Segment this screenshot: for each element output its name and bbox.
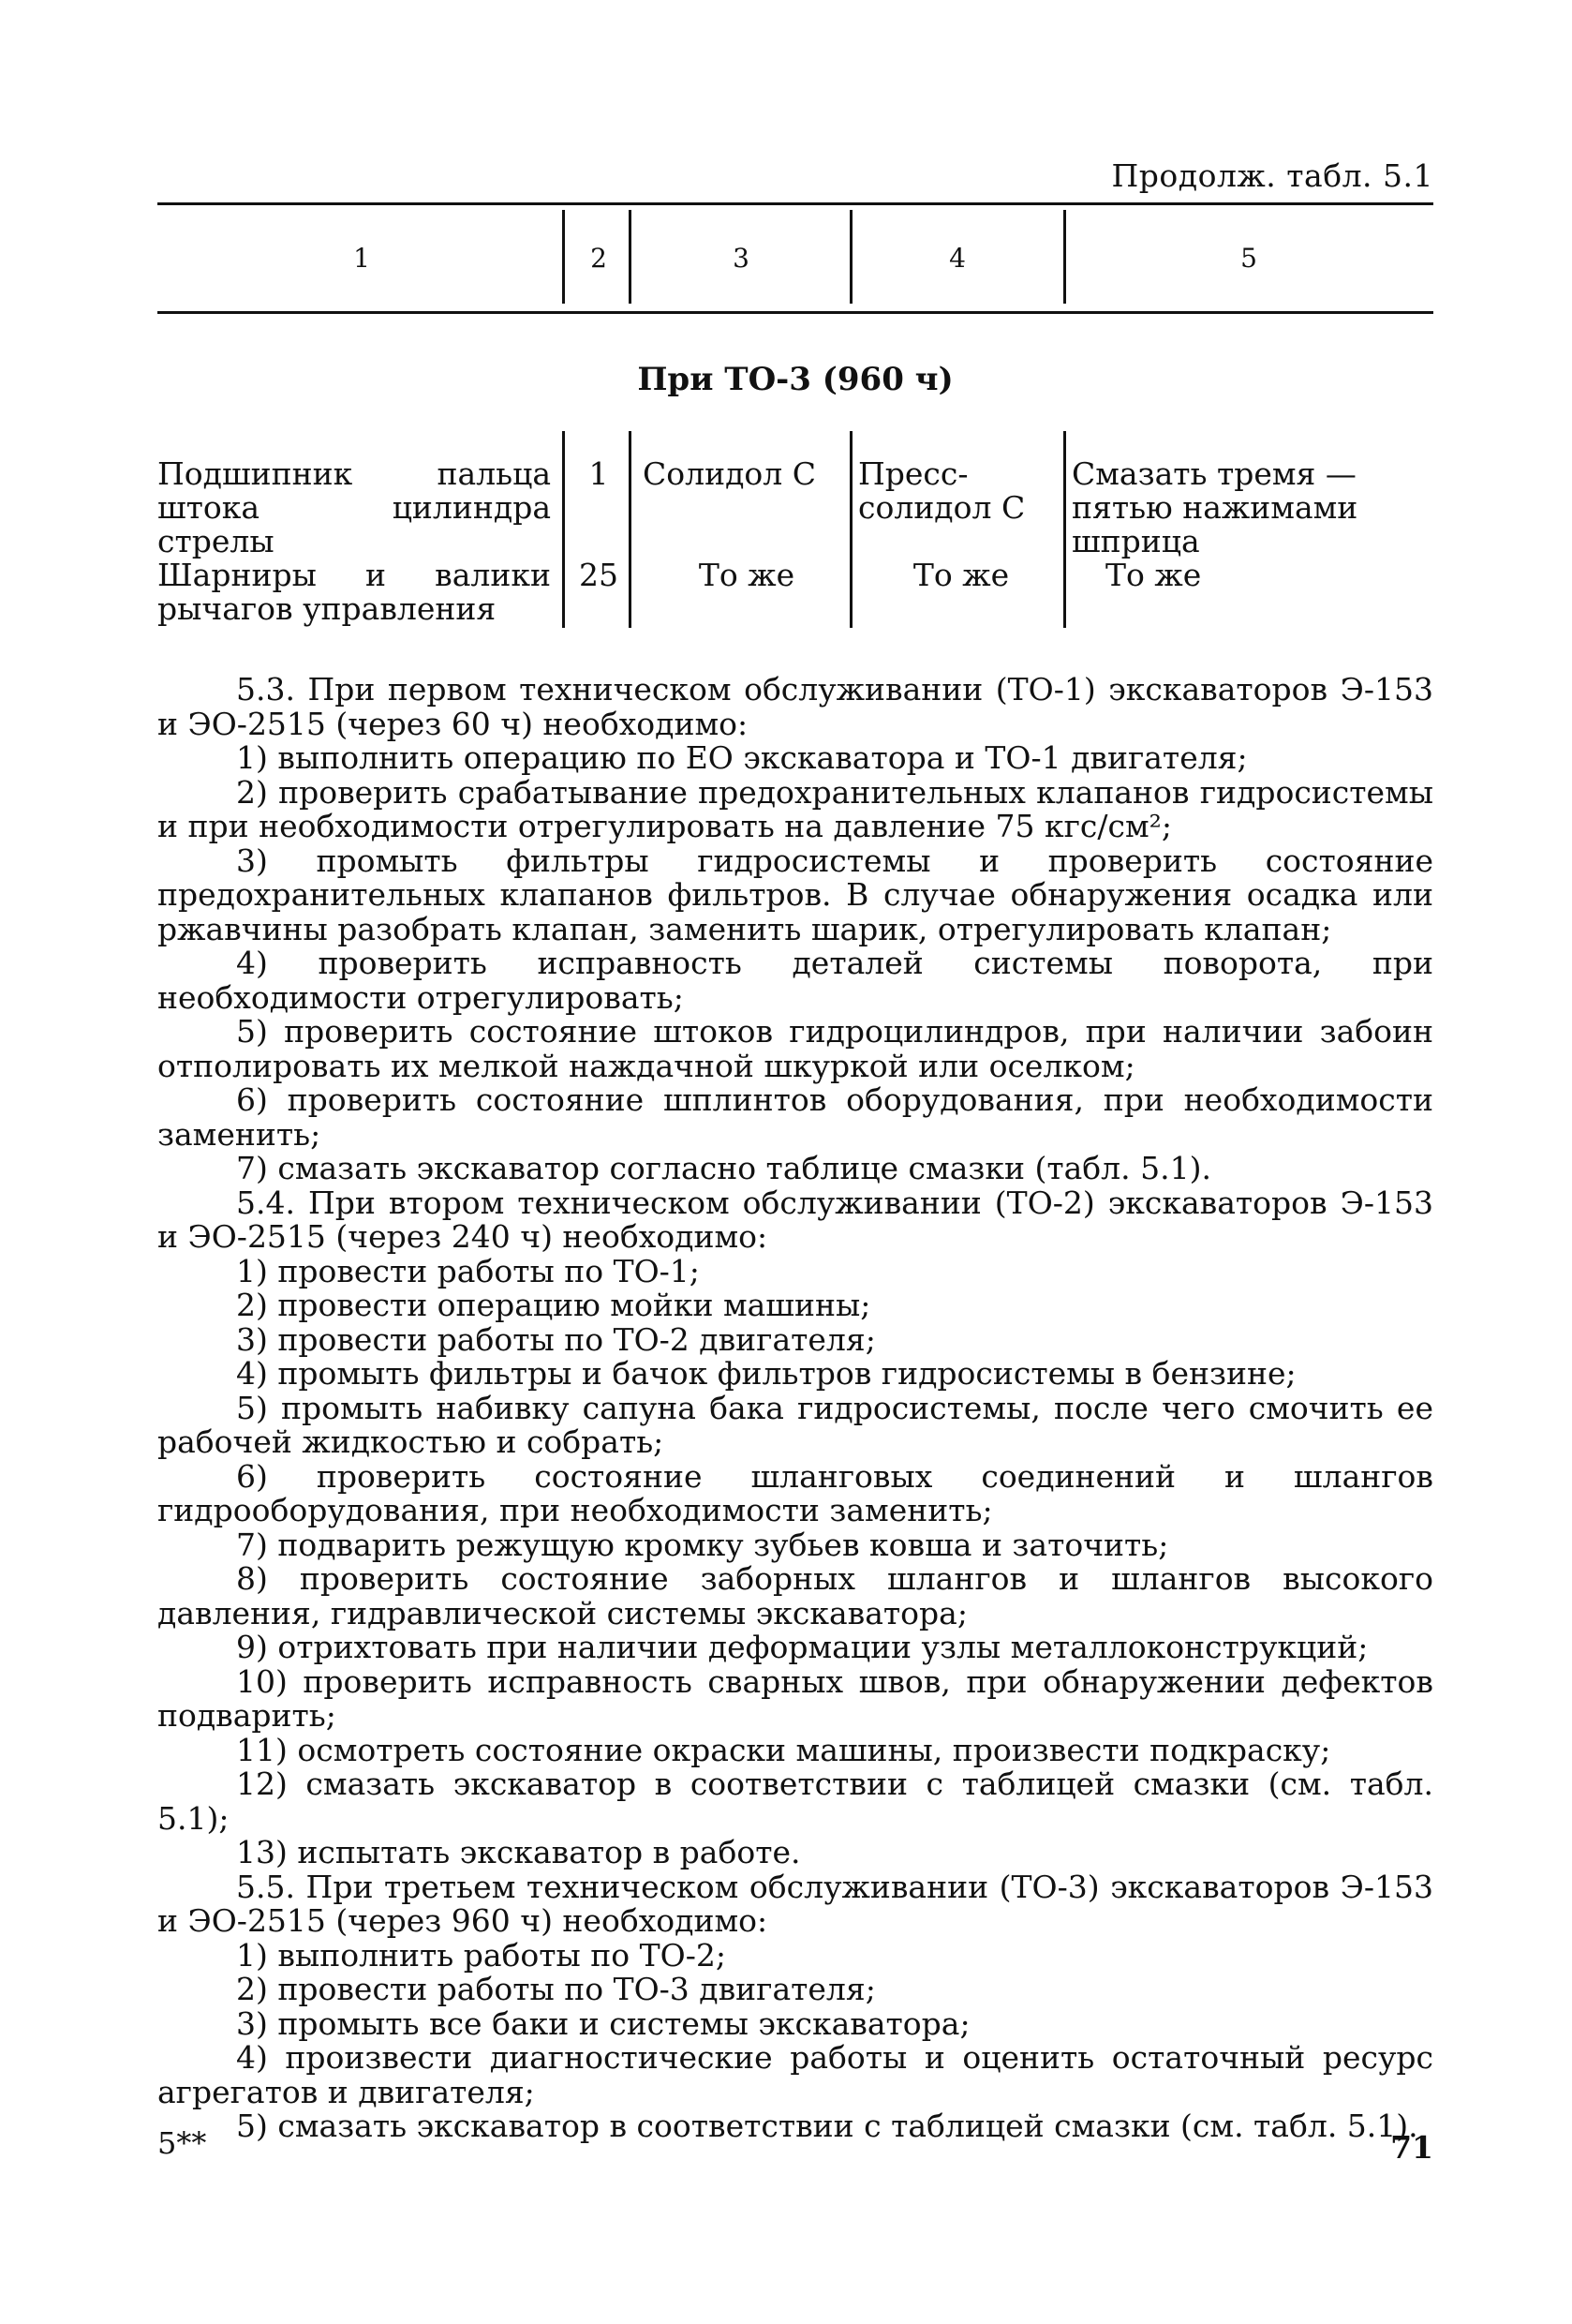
header-divider bbox=[562, 210, 565, 304]
row-item: Подшипник пальца штока цилиндра стрелы bbox=[157, 455, 551, 559]
row-lubricant-winter: То же bbox=[912, 557, 1010, 593]
body-text bbox=[157, 673, 1433, 2144]
table-divider bbox=[850, 431, 853, 628]
header-divider bbox=[1063, 210, 1066, 304]
row-lubricant-summer: То же bbox=[698, 557, 795, 593]
table-header-bottom-rule bbox=[157, 311, 1433, 314]
table-divider bbox=[562, 431, 565, 628]
row-points: 25 bbox=[579, 557, 618, 593]
table-row bbox=[157, 559, 1433, 633]
row-lubricant-winter: Пресс-солидол С bbox=[858, 455, 1026, 526]
list-item: 5) смазать экскаватор в соответствии с таблицей смазки (см. табл. 5.1). bbox=[236, 2108, 1418, 2144]
list-item: 11) осмотреть состояние окраски машины, произвести подкраску; bbox=[236, 1731, 1331, 1768]
list-item: 13) испытать экскаватор в работе. bbox=[236, 1834, 801, 1870]
table-divider bbox=[629, 431, 631, 628]
list-item: 10) проверить исправность сварных швов, при обнаружении дефектов подварить; bbox=[157, 1662, 1433, 1734]
row-lubricant-summer: Солидол С bbox=[643, 455, 816, 492]
header-col-2: 2 bbox=[590, 242, 607, 274]
row-points: 1 bbox=[588, 455, 609, 492]
header-divider bbox=[629, 210, 631, 304]
list-item: 9) отрихтовать при наличии деформации узлы металлоконструкций; bbox=[236, 1629, 1369, 1665]
list-item: 7) смазать экскаватор согласно таблице смазки (табл. 5.1). bbox=[236, 1150, 1211, 1186]
list-item: 1) провести работы по ТО-1; bbox=[236, 1252, 700, 1289]
list-item: 1) выполнить операцию по ЕО экскаватора и ТО-1 двигателя; bbox=[236, 739, 1248, 776]
list-item: 12) смазать экскаватор в соответствии с таблицей смазки (см. табл. 5.1); bbox=[157, 1765, 1433, 1837]
list-item: 5) проверить состояние штоков гидроцилиндров, при наличии забоин отполировать их мелкой наждачной шкуркой или оселком; bbox=[157, 1013, 1433, 1084]
table-header-row bbox=[157, 204, 1433, 311]
section-title: При ТО-3 (960 ч) bbox=[637, 361, 954, 398]
list-item: 3) провести работы по ТО-2 двигателя; bbox=[236, 1320, 876, 1358]
list-item: 6) проверить состояние шплинтов оборудования, при необходимости заменить; bbox=[157, 1081, 1433, 1153]
list-item: 8) проверить состояние заборных шлангов и шлангов высокого давления, гидравлической системы экскаватора; bbox=[157, 1560, 1433, 1631]
list-item: 2) провести работы по ТО-3 двигателя; bbox=[236, 1971, 876, 2007]
signature-mark: 5** bbox=[157, 2125, 207, 2161]
list-item: 4) произвести диагностические работы и оценить остаточный ресурс агрегатов и двигателя; bbox=[157, 2039, 1433, 2110]
list-item: 6) проверить состояние шланговых соединений и шлангов гидрооборудования, при необходимости заменить; bbox=[157, 1457, 1433, 1528]
list-item: 3) промыть фильтры гидросистемы и проверить состояние предохранительных клапанов фильтров. В случае обнаружения осадка или ржавчины разобрать клапан, заменить шарик, отрегулировать клапан; bbox=[157, 842, 1433, 947]
row-item: Шарниры и валики рычагов управления bbox=[157, 557, 551, 627]
header-col-4: 4 bbox=[949, 242, 966, 274]
list-item: 2) провести операцию мойки машины; bbox=[236, 1287, 871, 1323]
list-item: 4) проверить исправность деталей системы поворота, при необходимости отрегулировать; bbox=[157, 945, 1433, 1016]
paragraph: 5.4. При втором техническом обслуживании (ТО-2) экскаваторов Э-153 и ЭО-2515 (через 240 ч) необходимо: bbox=[157, 1184, 1433, 1255]
list-item: 3) промыть все баки и системы экскаватора; bbox=[236, 2004, 971, 2042]
paragraph: 5.5. При третьем техническом обслуживании (ТО-3) экскаваторов Э-153 и ЭО-2515 (через 960 ч) необходимо: bbox=[157, 1868, 1433, 1939]
header-divider bbox=[850, 210, 853, 304]
header-col-5: 5 bbox=[1240, 242, 1257, 274]
row-note: Смазать тремя — пятью нажимами шприца bbox=[1072, 455, 1358, 559]
list-item: 7) подварить режущую кромку зубьев ковша и заточить; bbox=[236, 1526, 1169, 1563]
paragraph: 5.3. При первом техническом обслуживании (ТО-1) экскаваторов Э-153 и ЭО-2515 (через 60 ч) необходимо: bbox=[157, 671, 1433, 742]
list-item: 2) проверить срабатывание предохранительных клапанов гидросистемы и при необходимости отрегулировать на давление 75 кгс/см²; bbox=[157, 773, 1433, 844]
row-note: То же bbox=[1105, 557, 1202, 593]
page-number: 71 bbox=[1390, 2129, 1433, 2166]
list-item: 4) промыть фильтры и бачок фильтров гидросистемы в бензине; bbox=[236, 1355, 1297, 1392]
table-row bbox=[157, 455, 1433, 559]
list-item: 1) выполнить работы по ТО-2; bbox=[236, 1936, 726, 1974]
table-divider bbox=[1063, 431, 1066, 628]
header-col-3: 3 bbox=[733, 242, 749, 274]
table-continuation-label: Продолж. табл. 5.1 bbox=[1111, 157, 1433, 194]
header-col-1: 1 bbox=[353, 242, 370, 274]
list-item: 5) промыть набивку сапуна бака гидросистемы, после чего смочить ее рабочей жидкостью и собрать; bbox=[157, 1389, 1433, 1460]
